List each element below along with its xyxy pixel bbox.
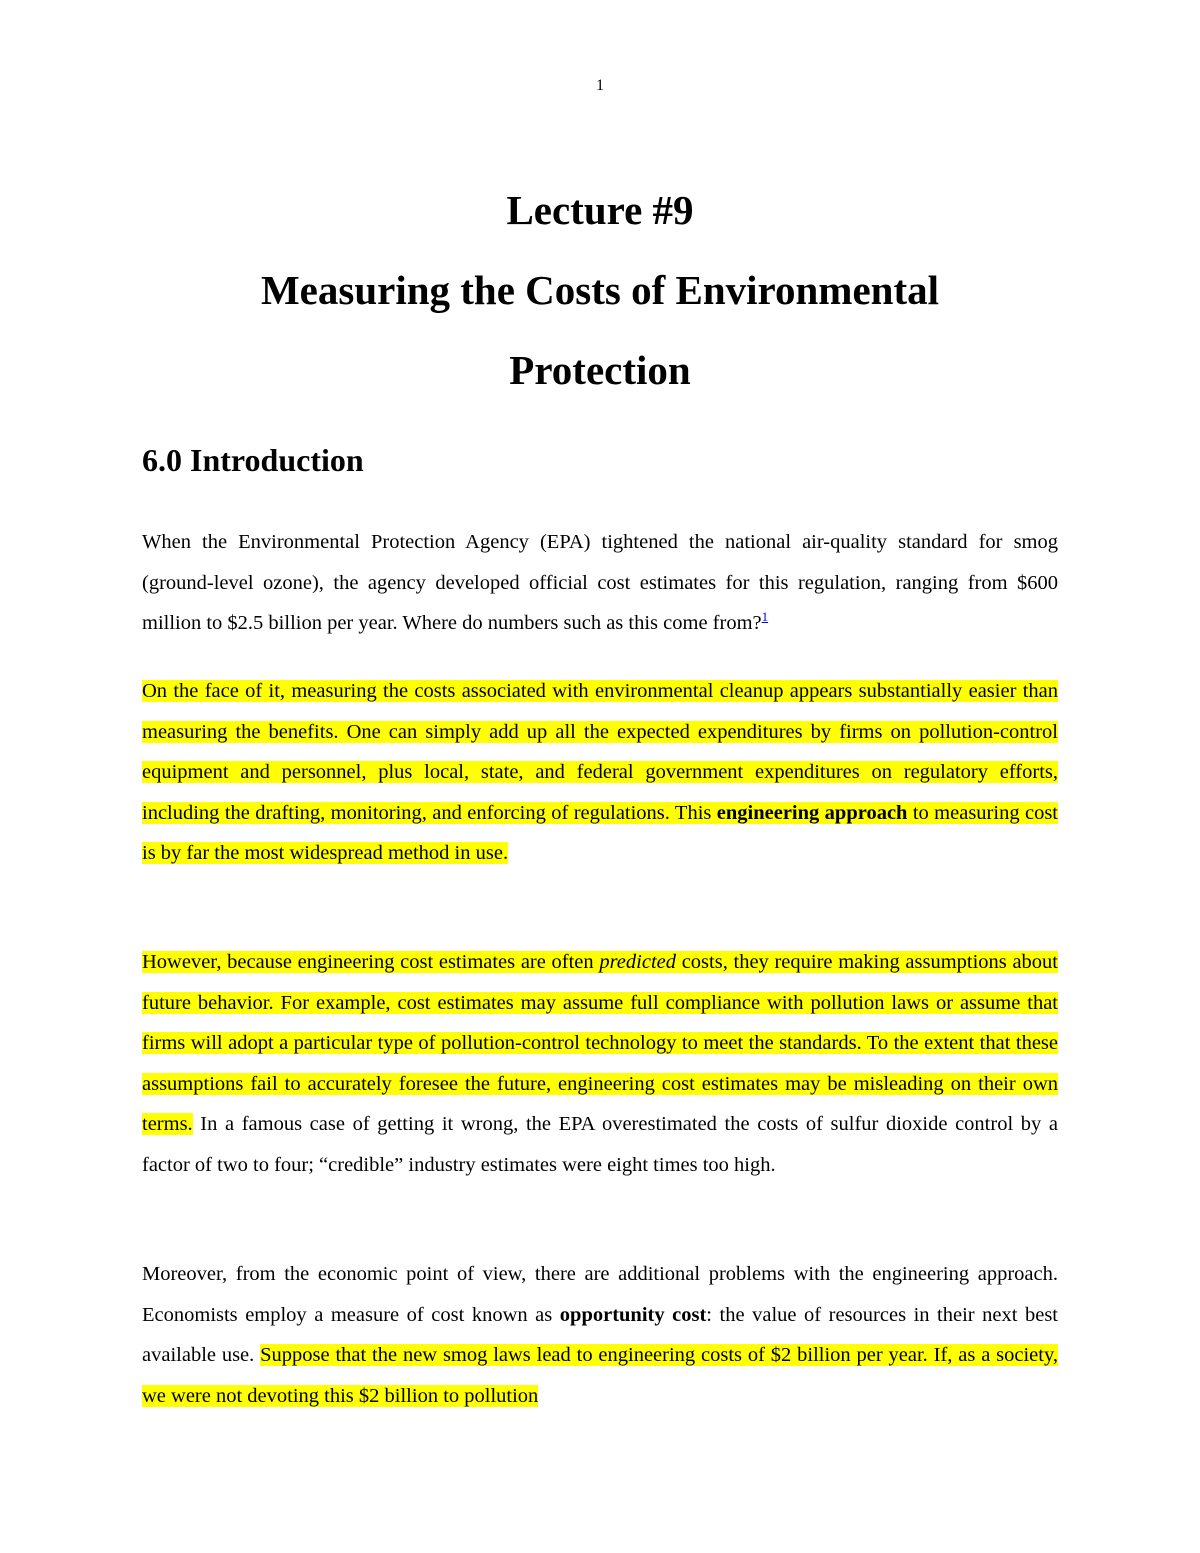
plain-text: In a famous case of getting it wrong, the EPA overestimated the costs of sulfur dioxide control by a factor of two to four; “credible” industry estimates were eight times too high. bbox=[142, 1113, 1058, 1176]
footnote-link[interactable]: 1 bbox=[761, 609, 769, 625]
document-title bbox=[142, 170, 1058, 410]
bold-term-opportunity-cost: opportunity cost bbox=[559, 1303, 707, 1326]
paragraph-opportunity-cost bbox=[142, 1254, 1058, 1416]
plain-text: Moreover, from the economic point of view, there are additional problems with the engineering approach. Economists employ a measure of cost known as bbox=[142, 1263, 1058, 1326]
highlighted-text: costs, they require making assumptions about future behavior. For example, cost estimates may assume full compliance with pollution laws or assume that firms will adopt a particular type of pollution-control technology to meet the standards. To the extent that these assumptions fail to accurately foresee the future, engineering cost estimates may be misleading on their own terms. bbox=[142, 951, 1058, 1135]
title-line-3: Protection bbox=[509, 347, 691, 393]
bold-term-engineering-approach: engineering approach bbox=[716, 801, 908, 824]
section-heading: 6.0 Introduction bbox=[142, 442, 364, 478]
title-line-1: Lecture #9 bbox=[506, 187, 694, 233]
paragraph-intro-text: When the Environmental Protection Agency (EPA) tightened the national air-quality standard for smog (ground-level ozone), the agency developed official cost estimates for this regulation, ranging from $600 million to $2.5 billion per year. Where do numbers such as this come from? bbox=[142, 531, 1058, 634]
paragraph-engineering-approach bbox=[142, 671, 1058, 874]
paragraph-intro bbox=[142, 522, 1058, 644]
highlighted-text: However, because engineering cost estimates are often bbox=[142, 951, 600, 973]
plain-text: : the value of resources in their next best available use. bbox=[142, 1303, 1058, 1366]
highlighted-text: On the face of it, measuring the costs associated with environmental cleanup appears substantially easier than measuring the benefits. One can simply add up all the expected expenditures by firms on pollution-control equipment and personnel, plus local, state, and federal government expenditures on regulatory efforts, including the drafting, monitoring, and enforcing of regulations. This bbox=[142, 680, 1058, 824]
italic-term-predicted: predicted bbox=[599, 951, 676, 973]
page-number: 1 bbox=[596, 77, 604, 94]
highlighted-text: Suppose that the new smog laws lead to engineering costs of $2 billion per year. If, as a society, we were not devoting this $2 billion to pollution bbox=[142, 1344, 1059, 1407]
highlighted-text: to measuring cost is by far the most widespread method in use. bbox=[142, 801, 1058, 864]
title-line-2: Measuring the Costs of Environmental bbox=[260, 267, 940, 313]
paragraph-predicted-costs bbox=[142, 942, 1058, 1185]
